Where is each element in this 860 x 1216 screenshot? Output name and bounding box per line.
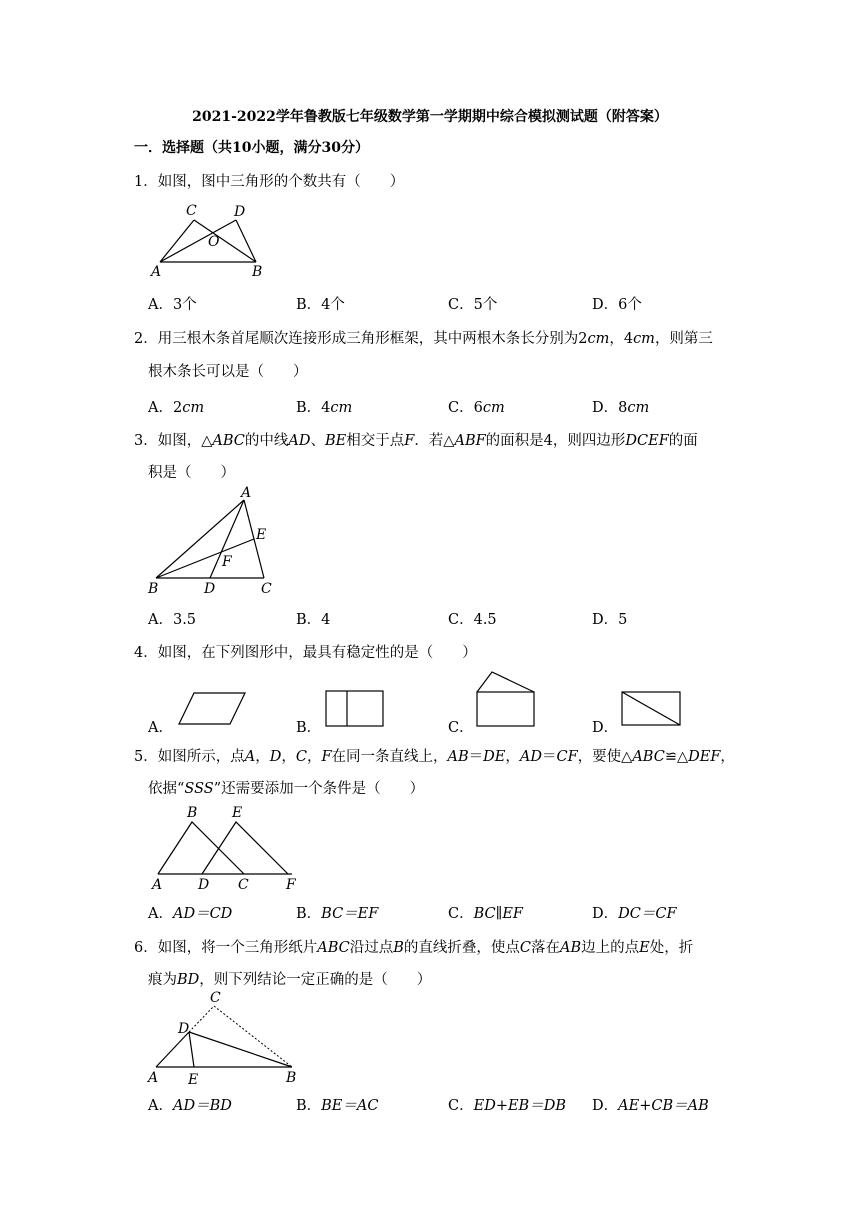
q1-option-c[interactable]: C．5个 — [448, 297, 498, 313]
fig6-label-d: D — [178, 1021, 190, 1037]
q6-option-d[interactable]: D．AE+CB＝AB — [592, 1098, 709, 1114]
fig3-label-b: B — [148, 581, 159, 597]
question-1-text: 1．如图，图中三角形的个数共有（ ） — [134, 174, 405, 190]
fig6-label-b: B — [286, 1070, 297, 1086]
fig5-label-b: B — [187, 805, 198, 821]
q2-option-d[interactable]: D．8cm — [592, 400, 650, 416]
fig5-label-e: E — [232, 805, 243, 821]
fig5-label-a: A — [152, 877, 163, 892]
question-3-figure — [144, 486, 278, 598]
q5-option-d[interactable]: D．DC＝CF — [592, 906, 677, 922]
fig3-label-e: E — [256, 527, 267, 543]
q4-parallelogram-figure — [176, 690, 248, 728]
question-5-line-1: 5．如图所示，点A，D，C，F在同一条直线上，AB＝DE，AD＝CF，要使△ABC≌△DEF， — [134, 749, 735, 765]
q1-option-a[interactable]: A．3个 — [148, 297, 197, 313]
q4-house-shape-figure — [474, 669, 538, 729]
q4-option-d[interactable]: D． — [592, 720, 619, 736]
q3-option-c[interactable]: C．4.5 — [448, 612, 497, 628]
fig3-label-a: A — [241, 486, 252, 501]
fig1-label-c: C — [186, 203, 197, 219]
document-title: 2021-2022学年鲁教版七年级数学第一学期期中综合模拟测试题（附答案） — [192, 109, 668, 125]
q4-rectangle-with-diagonal-figure — [619, 689, 683, 729]
question-3-line-1: 3．如图，△ABC的中线AD、BE相交于点F．若△ABF的面积是4，则四边形DCEF的面 — [134, 433, 698, 449]
q3-option-b[interactable]: B．4 — [296, 612, 331, 628]
q4-divided-rectangle-figure — [324, 689, 386, 729]
question-2-line-2: 根木条长可以是（ ） — [148, 364, 308, 380]
question-2-line-1: 2．用三根木条首尾顺次连接形成三角形框架，其中两根木条长分别为2cm，4cm，则第三 — [134, 331, 713, 347]
fig3-label-d: D — [204, 581, 216, 597]
q5-option-a[interactable]: A．AD＝CD — [148, 906, 233, 922]
fig1-label-o: O — [208, 234, 220, 250]
q3-option-d[interactable]: D．5 — [592, 612, 628, 628]
fig5-label-d: D — [198, 877, 210, 892]
q6-option-b[interactable]: B．BE＝AC — [296, 1098, 379, 1114]
q5-option-c[interactable]: C．BC∥EF — [448, 906, 523, 922]
fig3-label-f: F — [222, 554, 232, 570]
q4-option-b[interactable]: B． — [296, 720, 322, 736]
fig5-label-f: F — [286, 877, 296, 892]
question-6-line-1: 6．如图，将一个三角形纸片ABC沿过点B的直线折叠，使点C落在AB边上的点E处，折 — [134, 940, 694, 956]
fig1-label-d: D — [234, 204, 246, 220]
section-heading: 一．选择题（共10小题，满分30分） — [134, 140, 369, 156]
q6-option-a[interactable]: A．AD＝BD — [148, 1098, 232, 1114]
question-4-text: 4．如图，在下列图形中，最具有稳定性的是（ ） — [134, 645, 477, 661]
fig1-label-a: A — [151, 264, 162, 280]
question-5-figure — [146, 802, 306, 892]
question-1-figure — [148, 198, 278, 280]
fig6-label-a: A — [148, 1070, 159, 1086]
fig6-label-c: C — [210, 990, 221, 1006]
q1-option-d[interactable]: D．6个 — [592, 297, 642, 313]
q5-option-b[interactable]: B．BC＝EF — [296, 906, 379, 922]
q2-option-c[interactable]: C．6cm — [448, 400, 505, 416]
q4-option-c[interactable]: C． — [448, 720, 474, 736]
q2-option-a[interactable]: A．2cm — [148, 400, 205, 416]
fig3-label-c: C — [261, 581, 272, 597]
fig5-label-c: C — [238, 877, 249, 892]
fig6-label-e: E — [188, 1072, 199, 1088]
fig1-label-b: B — [252, 264, 263, 280]
question-6-line-2: 痕为BD，则下列结论一定正确的是（ ） — [148, 972, 432, 988]
q2-option-b[interactable]: B．4cm — [296, 400, 353, 416]
q1-option-b[interactable]: B．4个 — [296, 297, 345, 313]
q4-option-a[interactable]: A． — [148, 720, 173, 736]
question-3-line-2: 积是（ ） — [148, 465, 235, 481]
q3-option-a[interactable]: A．3.5 — [148, 612, 197, 628]
question-6-figure — [144, 990, 306, 1088]
question-5-line-2: 依据“SSS”还需要添加一个条件是（ ） — [148, 781, 425, 797]
q6-option-c[interactable]: C．ED+EB＝DB — [448, 1098, 566, 1114]
